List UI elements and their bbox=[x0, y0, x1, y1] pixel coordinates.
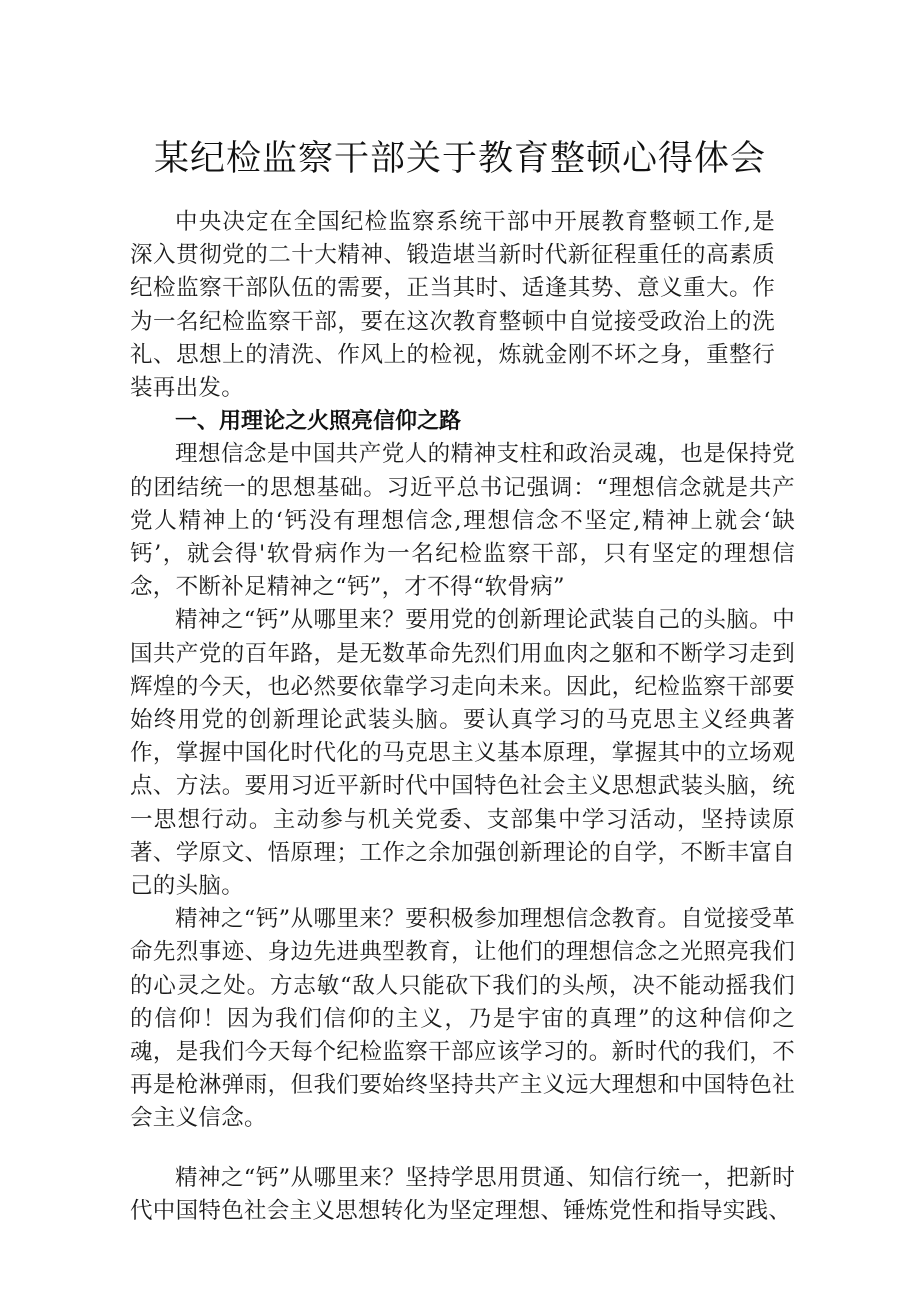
body-paragraph: 精神之“钙”从哪里来？坚持学思用贯通、知信行统一，把新时代中国特色社会主义思想转化为坚定理想、锤炼党性和指导实践、 bbox=[130, 1164, 795, 1224]
section-heading: 一、用理论之火照亮信仰之路 bbox=[175, 409, 462, 435]
body-paragraph: 精神之“钙”从哪里来？要用党的创新理论武装自己的头脑。中国共产党的百年路，是无数革命先烈们用血肉之躯和不断学习走到辉煌的今天，也必然要依靠学习走向未来。因此，纪检监察干部要始终用党的创新理论武装头脑。要认真学习的马克思主义经典著作，掌握中国化时代化的马克思主义基本原理，掌握其中的立场观点、方法。要用习近平新时代中国特色社会主义思想武装头脑，统一思想行动。主动参与机关党委、支部集中学习活动，坚持读原著、学原文、悟原理；工作之余加强创新理论的自学，不断丰富自己的头脑。 bbox=[130, 607, 795, 900]
body-paragraph: 精神之“钙”从哪里来？要积极参加理想信念教育。自觉接受革命先烈事迹、身边先进典型教育，让他们的理想信念之光照亮我们的心灵之处。方志敏“敌人只能砍下我们的头颅，决不能动摇我们的信仰！因为我们信仰的主义，乃是宇宙的真理”的这种信仰之魂，是我们今天每个纪检监察干部应该学习的。新时代的我们，不再是枪淋弹雨，但我们要始终坚持共产主义远大理想和中国特色社会主义信念。 bbox=[130, 906, 795, 1132]
document-title: 某纪检监察干部关于教育整顿心得体会 bbox=[153, 139, 766, 179]
document-body bbox=[130, 206, 795, 1228]
intro-paragraph: 中央决定在全国纪检监察系统干部中开展教育整顿工作,是深入贯彻党的二十大精神、锻造堪当新时代新征程重任的高素质纪检监察干部队伍的需要，正当其时、适逢其势、意义重大。作为一名纪检监察干部，要在这次教育整顿中自觉接受政治上的洗礼、思想上的清洗、作风上的检视，炼就金刚不坏之身，重整行装再出发。 bbox=[130, 209, 775, 402]
body-paragraph: 理想信念是中国共产党人的精神支柱和政治灵魂，也是保持党的团结统一的思想基础。习近平总书记强调：“理想信念就是共产党人精神上的‘钙没有理想信念,理想信念不坚定,精神上就会‘缺钙’，就会得'软骨病作为一名纪检监察干部，只有坚定的理想信念，不断补足精神之“钙”，才不得“软骨病” bbox=[130, 441, 795, 601]
